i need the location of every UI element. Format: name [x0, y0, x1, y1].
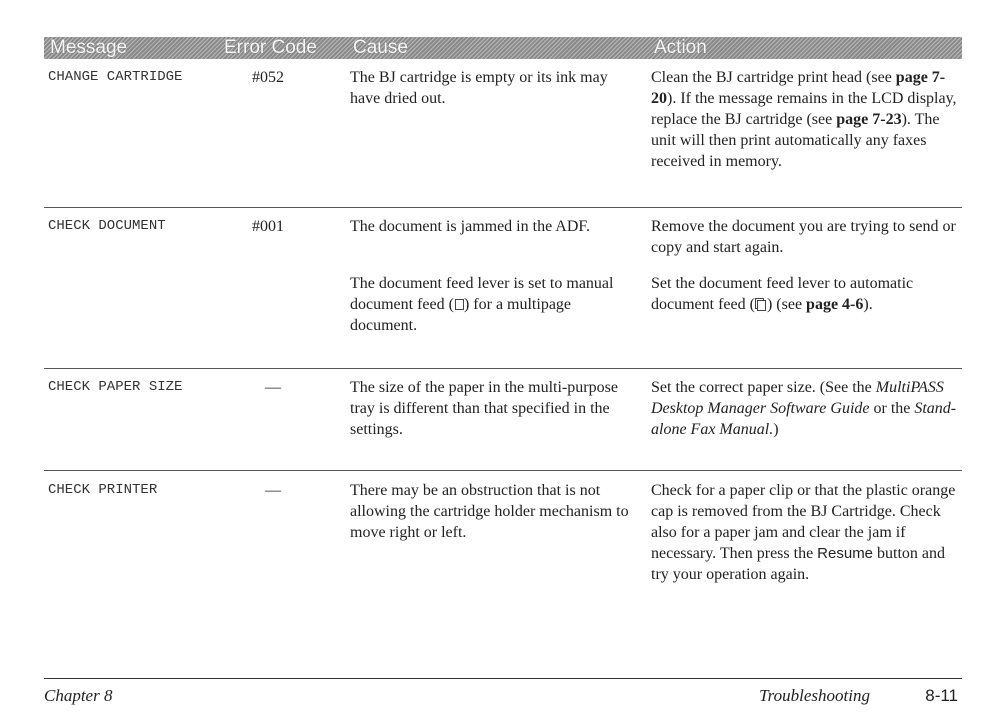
footer-section: Troubleshooting	[759, 686, 870, 705]
manual-feed-icon	[454, 298, 464, 310]
cause-text: ) for a multipage document.	[350, 296, 572, 334]
row-error-code: —	[265, 482, 281, 499]
row-action	[651, 480, 959, 585]
row-cause: There may be an obstruction that is not allowing the cartridge holder mechanism to move right or left.	[350, 482, 629, 541]
row-error-code: #001	[252, 218, 284, 235]
book-title: Stand-alone Fax Manual.	[651, 400, 957, 438]
footer-page-number: 8-11	[925, 686, 958, 705]
page-ref-link[interactable]: page 4-6	[806, 296, 864, 313]
row-action	[651, 67, 959, 172]
row-cause	[350, 273, 635, 336]
action-text: ).	[863, 296, 873, 313]
book-title: MultiPASS Desktop Manager Software Guide	[651, 379, 944, 417]
action-text: Clean the BJ cartridge print head (see	[651, 69, 896, 86]
row-cause: The BJ cartridge is empty or its ink may have dried out.	[350, 69, 608, 107]
cause-text: The document feed lever is set to manual document feed (	[350, 275, 614, 313]
action-text: Set the document feed lever to automatic document feed (	[651, 275, 914, 313]
row-divider	[44, 470, 962, 471]
action-text: or the	[869, 400, 915, 417]
row-cause: The size of the paper in the multi-purpose tray is different than that specified in the settings.	[350, 379, 618, 438]
header-message: Message	[50, 37, 128, 58]
action-text: ). The unit will then print automatically any faxes received in memory.	[651, 111, 940, 170]
table-header	[44, 37, 962, 59]
row-message: CHECK DOCUMENT	[48, 218, 166, 234]
row-divider	[44, 207, 962, 208]
page-ref-link[interactable]: page 7-20	[651, 69, 946, 107]
header-action: Action	[654, 37, 707, 58]
action-text: ) (see	[766, 296, 807, 313]
row-divider	[44, 368, 962, 369]
footer-chapter: Chapter 8	[44, 686, 113, 705]
action-text: ). If the message remains in the LCD display, replace the BJ cartridge (see	[651, 90, 957, 128]
action-text: Check for a paper clip or that the plastic orange cap is removed from the BJ Cartridge. Check also for a paper jam and clear the jam if necessary. Then press the	[651, 482, 956, 562]
action-text: Set the correct paper size. (See the	[651, 379, 876, 396]
action-text: )	[773, 421, 779, 438]
action-text: button and try your operation again.	[651, 545, 946, 583]
header-error-code: Error Code	[224, 37, 317, 58]
row-message: CHANGE CARTRIDGE	[48, 69, 183, 85]
row-cause: The document is jammed in the ADF.	[350, 218, 591, 235]
row-message: CHECK PRINTER	[48, 482, 158, 498]
header-cause: Cause	[353, 37, 408, 58]
automatic-feed-icon	[755, 298, 767, 310]
page-ref-link[interactable]: page 7-23	[836, 111, 902, 128]
resume-key-label: Resume	[817, 545, 874, 562]
row-action: Remove the document you are trying to send or copy and start again.	[651, 218, 956, 256]
row-action	[651, 377, 959, 440]
row-error-code: #052	[252, 69, 284, 86]
row-error-code: —	[265, 379, 281, 396]
row-message: CHECK PAPER SIZE	[48, 379, 183, 395]
footer-divider	[44, 678, 962, 679]
row-action	[651, 273, 959, 315]
